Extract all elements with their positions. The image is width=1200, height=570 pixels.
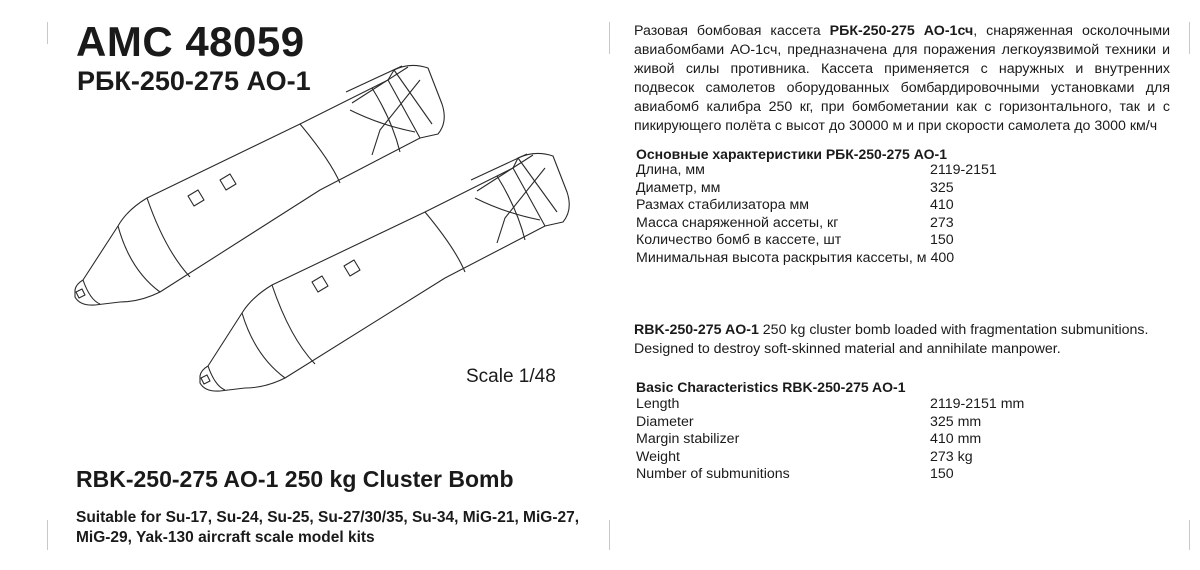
spec-value: 2119-2151 mm: [930, 396, 1025, 412]
spec-value: 150: [930, 466, 954, 482]
russian-spec-title: Основные характеристики РБК-250-275 АО-1: [636, 146, 947, 162]
crop-mark-top-center: [609, 22, 610, 54]
english-spec-table: [636, 396, 1136, 486]
crop-mark-bottom-left: [47, 520, 48, 550]
product-code: AMC 48059: [76, 18, 305, 65]
russian-description: [634, 22, 1170, 136]
scale-label: Scale 1/48: [466, 366, 556, 387]
spec-key: Диаметр, мм: [636, 179, 721, 196]
spec-key: Масса снаряженной ассеты, кг: [636, 214, 839, 231]
spec-key: Diameter: [636, 413, 694, 430]
spec-value: 150: [930, 232, 954, 248]
en-desc-bold: RBK-250-275 AO-1: [634, 322, 759, 338]
spec-value: 325 mm: [930, 413, 982, 430]
spec-key: Размах стабилизатора мм: [636, 197, 810, 213]
spec-value: 325: [930, 179, 954, 196]
suitable-kits-text: Suitable for Su-17, Su-24, Su-25, Su-27/30/35, Su-34, MiG-21, MiG-27, MiG-29, Yak-130 aircraft scale model kits: [76, 509, 580, 546]
spec-key: Weight: [636, 448, 680, 465]
crop-mark-bottom-center: [609, 520, 610, 550]
english-spec-title: Basic Characteristics RBK-250-275 AO-1: [636, 379, 906, 395]
crop-mark-top-right: [1189, 22, 1190, 54]
product-subtitle: РБК-250-275 АО-1: [77, 66, 311, 96]
spec-value: 400: [930, 249, 955, 266]
russian-spec-table: [636, 162, 1136, 272]
spec-value: 410: [930, 197, 954, 213]
main-title: RBK-250-275 AO-1 250 kg Cluster Bomb: [76, 466, 514, 492]
spec-key: Количество бомб в кассете, шт: [636, 232, 842, 248]
spec-key: [636, 250, 954, 266]
spec-key: Margin stabilizer: [636, 431, 740, 447]
spec-value: 273: [930, 214, 954, 231]
ru-desc-bold: РБК-250-275 АО-1сч: [829, 23, 974, 39]
spec-value: 273 kg: [930, 448, 973, 465]
spec-key: Length: [636, 396, 680, 412]
crop-mark-bottom-right: [1189, 520, 1190, 550]
spec-key-text: Минимальная высота раскрытия кассеты, м: [636, 249, 927, 266]
spec-key: Number of submunitions: [636, 466, 790, 482]
bomb-upper: [75, 65, 444, 305]
spec-value: 410 mm: [930, 431, 982, 447]
spec-key: Длина, мм: [636, 162, 705, 178]
ru-desc-pre: Разовая бомбовая кассета: [634, 23, 830, 39]
en-desc-post: 250 kg cluster bomb loaded with fragmentation submunitions. Designed to destroy soft-skinned material and annihilate manpower.: [634, 322, 1149, 357]
english-description: [634, 321, 1174, 359]
spec-value: 2119-2151: [930, 162, 997, 178]
bomb-lower: [200, 153, 569, 391]
ru-desc-post: , снаряженная осколочными авиабомбами АО-1сч, предназначена для поражения легкоуязвимой техники и живой силы противника. Кассета применяется с наружных и внутренних подвесок самолетов оборудованных бомбардировочными установками для авиабомб калибра 250 кг, при бомбометании как с горизонтального, так и с пикирующего полёта с высот до 30000 м и при скорости самолета до 3000 км/ч: [634, 23, 1171, 134]
spec-row: [636, 250, 1136, 266]
